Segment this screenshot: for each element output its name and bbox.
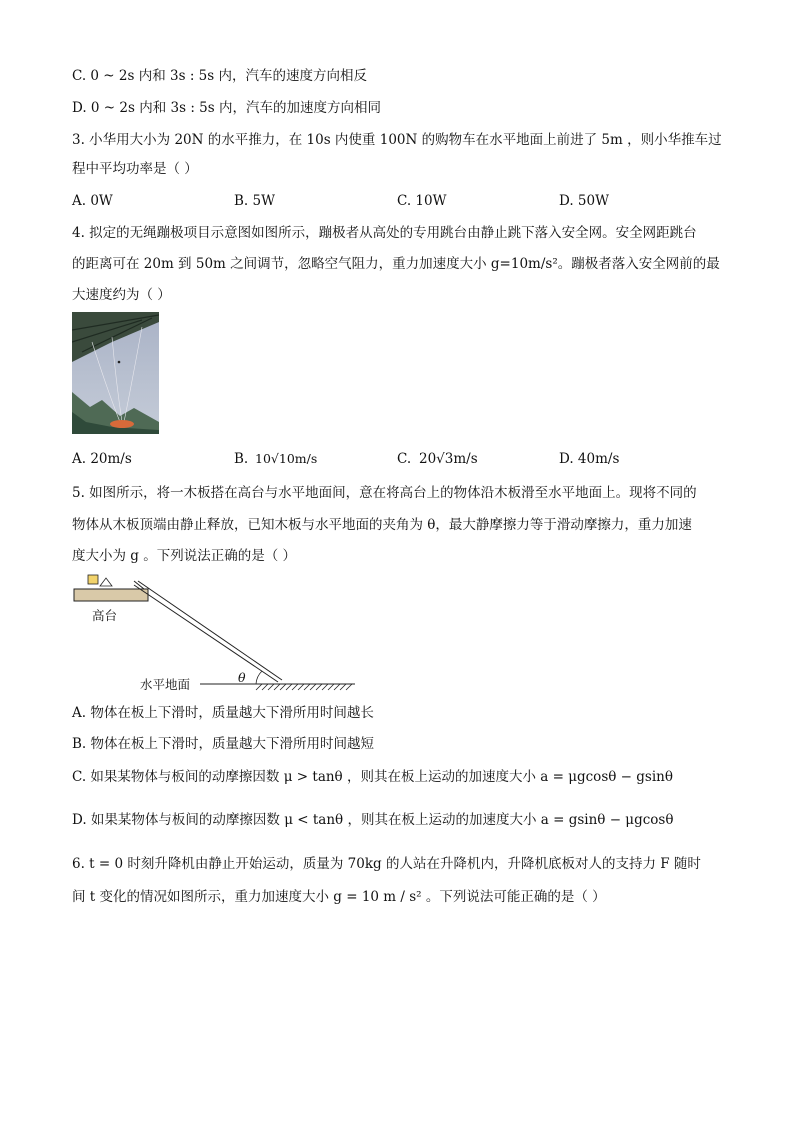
q4-text-line3: 大速度约为（ ） bbox=[72, 287, 171, 303]
option-c-previous: C. 0 ~ 2s 内和 3s : 5s 内，汽车的速度方向相反 bbox=[72, 68, 367, 84]
q5-text-line3: 度大小为 g 。下列说法正确的是（ ） bbox=[72, 548, 297, 564]
q5-text-line1: 5. 如图所示，将一木板搭在高台与水平地面间，意在将高台上的物体沿木板滑至水平地面上。现将不同的 bbox=[72, 485, 697, 501]
ground-label: 水平地面 bbox=[140, 677, 191, 692]
q3-option-a: A. 0W bbox=[72, 193, 113, 209]
q5-text-line2: 物体从木板顶端由静止释放，已知木板与水平地面的夹角为 θ，最大静摩擦力等于滑动摩擦力，重力加速 bbox=[72, 517, 692, 533]
q4-option-b-label: B. bbox=[234, 451, 249, 467]
q3-option-b: B. 5W bbox=[234, 193, 275, 209]
platform-label: 高台 bbox=[92, 608, 118, 623]
q3-text-line1: 3. 小华用大小为 20N 的水平推力，在 10s 内使重 100N 的购物车在水平地面上前进了 5m ，则小华推车过 bbox=[72, 132, 722, 148]
q3-option-c: C. 10W bbox=[397, 193, 447, 209]
q6-text-line1: 6. t = 0 时刻升降机由静止开始运动，质量为 70kg 的人站在升降机内，升降机底板对人的支持力 F 随时 bbox=[72, 856, 701, 872]
option-d-previous: D. 0 ~ 2s 内和 3s : 5s 内，汽车的加速度方向相同 bbox=[72, 100, 381, 116]
q4-option-d: D. 40m/s bbox=[559, 451, 620, 467]
q3-text-line2: 程中平均功率是（ ） bbox=[72, 161, 198, 177]
bungee-photo bbox=[72, 312, 159, 434]
q4-option-c-label: C. bbox=[397, 451, 412, 467]
q5-option-a: A. 物体在板上下滑时，质量越大下滑所用时间越长 bbox=[72, 705, 374, 721]
q6-text-line2: 间 t 变化的情况如图所示，重力加速度大小 g = 10 m / s² 。下列说法可能正确的是（ ） bbox=[72, 889, 606, 905]
incline-diagram bbox=[70, 572, 370, 692]
q4-text-line2: 的距离可在 20m 到 50m 之间调节，忽略空气阻力，重力加速度大小 g=10m/s²。蹦极者落入安全网前的最 bbox=[72, 256, 720, 272]
q3-option-d: D. 50W bbox=[559, 193, 609, 209]
q4-option-a: A. 20m/s bbox=[72, 451, 132, 467]
q4-option-c-value: 20√3m/s bbox=[419, 451, 478, 467]
q5-option-d: D. 如果某物体与板间的动摩擦因数 μ < tanθ ，则其在板上运动的加速度大小 a = gsinθ − μgcosθ bbox=[72, 812, 674, 828]
q4-option-b-value: 10√10m/s bbox=[255, 451, 318, 466]
q5-option-c: C. 如果某物体与板间的动摩擦因数 μ > tanθ ，则其在板上运动的加速度大小 a = μgcosθ − gsinθ bbox=[72, 769, 673, 785]
q5-option-b: B. 物体在板上下滑时，质量越大下滑所用时间越短 bbox=[72, 736, 375, 752]
angle-label: θ bbox=[238, 670, 246, 685]
q4-text-line1: 4. 拟定的无绳蹦极项目示意图如图所示，蹦极者从高处的专用跳台由静止跳下落入安全网。安全网距跳台 bbox=[72, 225, 697, 241]
